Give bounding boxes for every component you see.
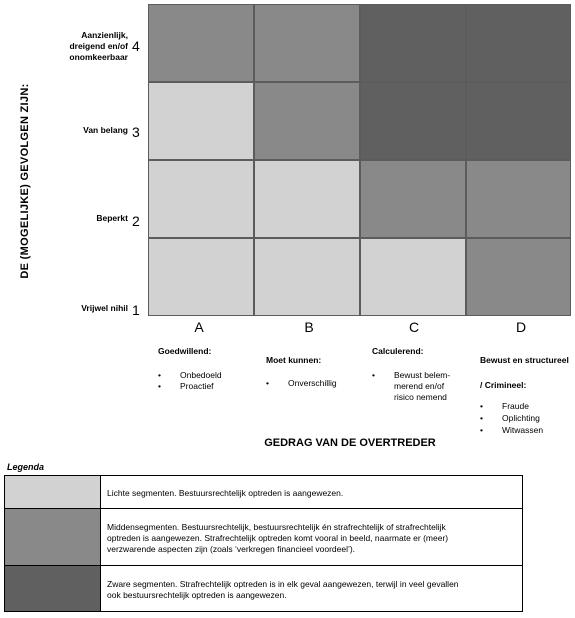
legend-text-line: verzwarende aspecten zijn (zoals ‘verkregen financieel voordeel’). xyxy=(107,543,356,554)
column-heading-line: / Crimineel: xyxy=(480,380,527,390)
row-number-3: 3 xyxy=(132,124,140,140)
matrix-cell xyxy=(254,82,360,160)
matrix-cell xyxy=(148,82,254,160)
matrix-cell xyxy=(148,160,254,238)
row-number-4: 4 xyxy=(132,38,140,54)
matrix-cell xyxy=(254,4,360,82)
bullet-text xyxy=(502,413,540,424)
column-heading-A xyxy=(158,346,211,356)
matrix-cell xyxy=(254,160,360,238)
bullet-text xyxy=(180,370,222,381)
matrix-cell xyxy=(360,160,466,238)
column-heading-line: Moet kunnen: xyxy=(266,355,322,365)
bullet-text xyxy=(180,381,214,392)
legend-text-line: Zware segmenten. Strafrechtelijk optreden is in elk geval aangewezen, terwijl in veel gevallen xyxy=(107,578,459,589)
bullet-text-line: Bewust belem- xyxy=(394,370,451,380)
column-heading-line: Calculerend: xyxy=(372,346,424,356)
legend-swatch-heavy xyxy=(5,566,101,611)
bullet-text-line: Oplichting xyxy=(502,413,540,423)
column-heading-B xyxy=(266,355,321,365)
matrix-cell xyxy=(360,82,466,160)
legend-text xyxy=(107,579,514,601)
matrix-cell xyxy=(148,4,254,82)
bullet-text xyxy=(288,378,337,389)
column-heading-line: Bewust en structureel xyxy=(480,355,569,365)
matrix-cell xyxy=(466,238,571,316)
column-letter-D: D xyxy=(515,319,527,335)
legend-text-line: Lichte segmenten. Bestuursrechtelijk optreden is aangewezen. xyxy=(107,487,344,498)
column-heading-line: Goedwillend: xyxy=(158,346,212,356)
row-label-2 xyxy=(30,213,128,224)
y-axis-label: DE (MOGELIJKE) GEVOLGEN ZIJN: xyxy=(19,83,31,279)
column-heading-C xyxy=(372,346,424,356)
bullet-text-line: Onverschillig xyxy=(288,378,337,388)
row-number-1: 1 xyxy=(132,302,140,318)
row-label-line: Aanzienlijk, xyxy=(81,30,128,40)
bullet-text-line: Witwassen xyxy=(502,425,544,435)
legend-swatch-medium xyxy=(5,509,101,565)
matrix-cell xyxy=(466,160,571,238)
row-label-1 xyxy=(30,303,128,314)
row-label-4 xyxy=(30,30,128,63)
row-label-line: dreigend en/of xyxy=(69,41,128,51)
row-label-line: Van belang xyxy=(83,125,128,135)
legend-text-line: ook bestuursrechtelijk optreden is aangewezen. xyxy=(107,589,287,600)
bullet-text-line: merend en/of xyxy=(394,381,445,391)
bullet-dot: • xyxy=(372,370,375,380)
legend-row-medium xyxy=(4,508,523,566)
bullet-dot: • xyxy=(480,401,483,411)
bullet-dot: • xyxy=(480,413,483,423)
risk-matrix xyxy=(148,4,571,318)
x-axis-label: GEDRAG VAN DE OVERTREDER xyxy=(264,437,436,449)
bullet-text-line: risico nemend xyxy=(394,392,447,402)
matrix-cell xyxy=(466,4,571,82)
column-letter-A: A xyxy=(194,319,204,335)
bullet-dot: • xyxy=(266,378,269,388)
legend-title: Legenda xyxy=(7,462,45,472)
matrix-cell xyxy=(254,238,360,316)
legend-row-light xyxy=(4,475,523,509)
bullet-text-line: Fraude xyxy=(502,401,529,411)
row-label-3 xyxy=(30,125,128,136)
column-letter-C: C xyxy=(408,319,420,335)
legend-row-heavy xyxy=(4,565,523,612)
bullet-text-line: Onbedoeld xyxy=(180,370,222,380)
column-heading-D xyxy=(480,355,569,390)
legend-text xyxy=(107,522,514,555)
matrix-cell xyxy=(466,82,571,160)
legend-swatch-light xyxy=(5,476,101,508)
matrix-cell xyxy=(148,238,254,316)
row-label-line: Vrijwel nihil xyxy=(81,303,128,313)
bullet-dot: • xyxy=(158,381,161,391)
bullet-text-line: Proactief xyxy=(180,381,214,391)
row-number-2: 2 xyxy=(132,213,140,229)
bullet-text xyxy=(394,370,450,403)
row-label-line: Beperkt xyxy=(96,213,128,223)
legend-text-line: Middensegmenten. Bestuursrechtelijk, bestuursrechtelijk én strafrechtelijk of strafrechtelijk xyxy=(107,521,446,532)
bullet-text xyxy=(502,425,543,436)
matrix-cell xyxy=(360,238,466,316)
bullet-dot: • xyxy=(158,370,161,380)
column-letter-B: B xyxy=(304,319,314,335)
bullet-dot: • xyxy=(480,425,483,435)
row-label-line: onomkeerbaar xyxy=(69,52,128,62)
legend-text xyxy=(107,488,514,499)
matrix-cell xyxy=(360,4,466,82)
bullet-text xyxy=(502,401,529,412)
legend-text-line: optreden is aangewezen. Strafrechtelijk optreden komt vooral in beeld, naarmate er (meer) xyxy=(107,532,449,543)
